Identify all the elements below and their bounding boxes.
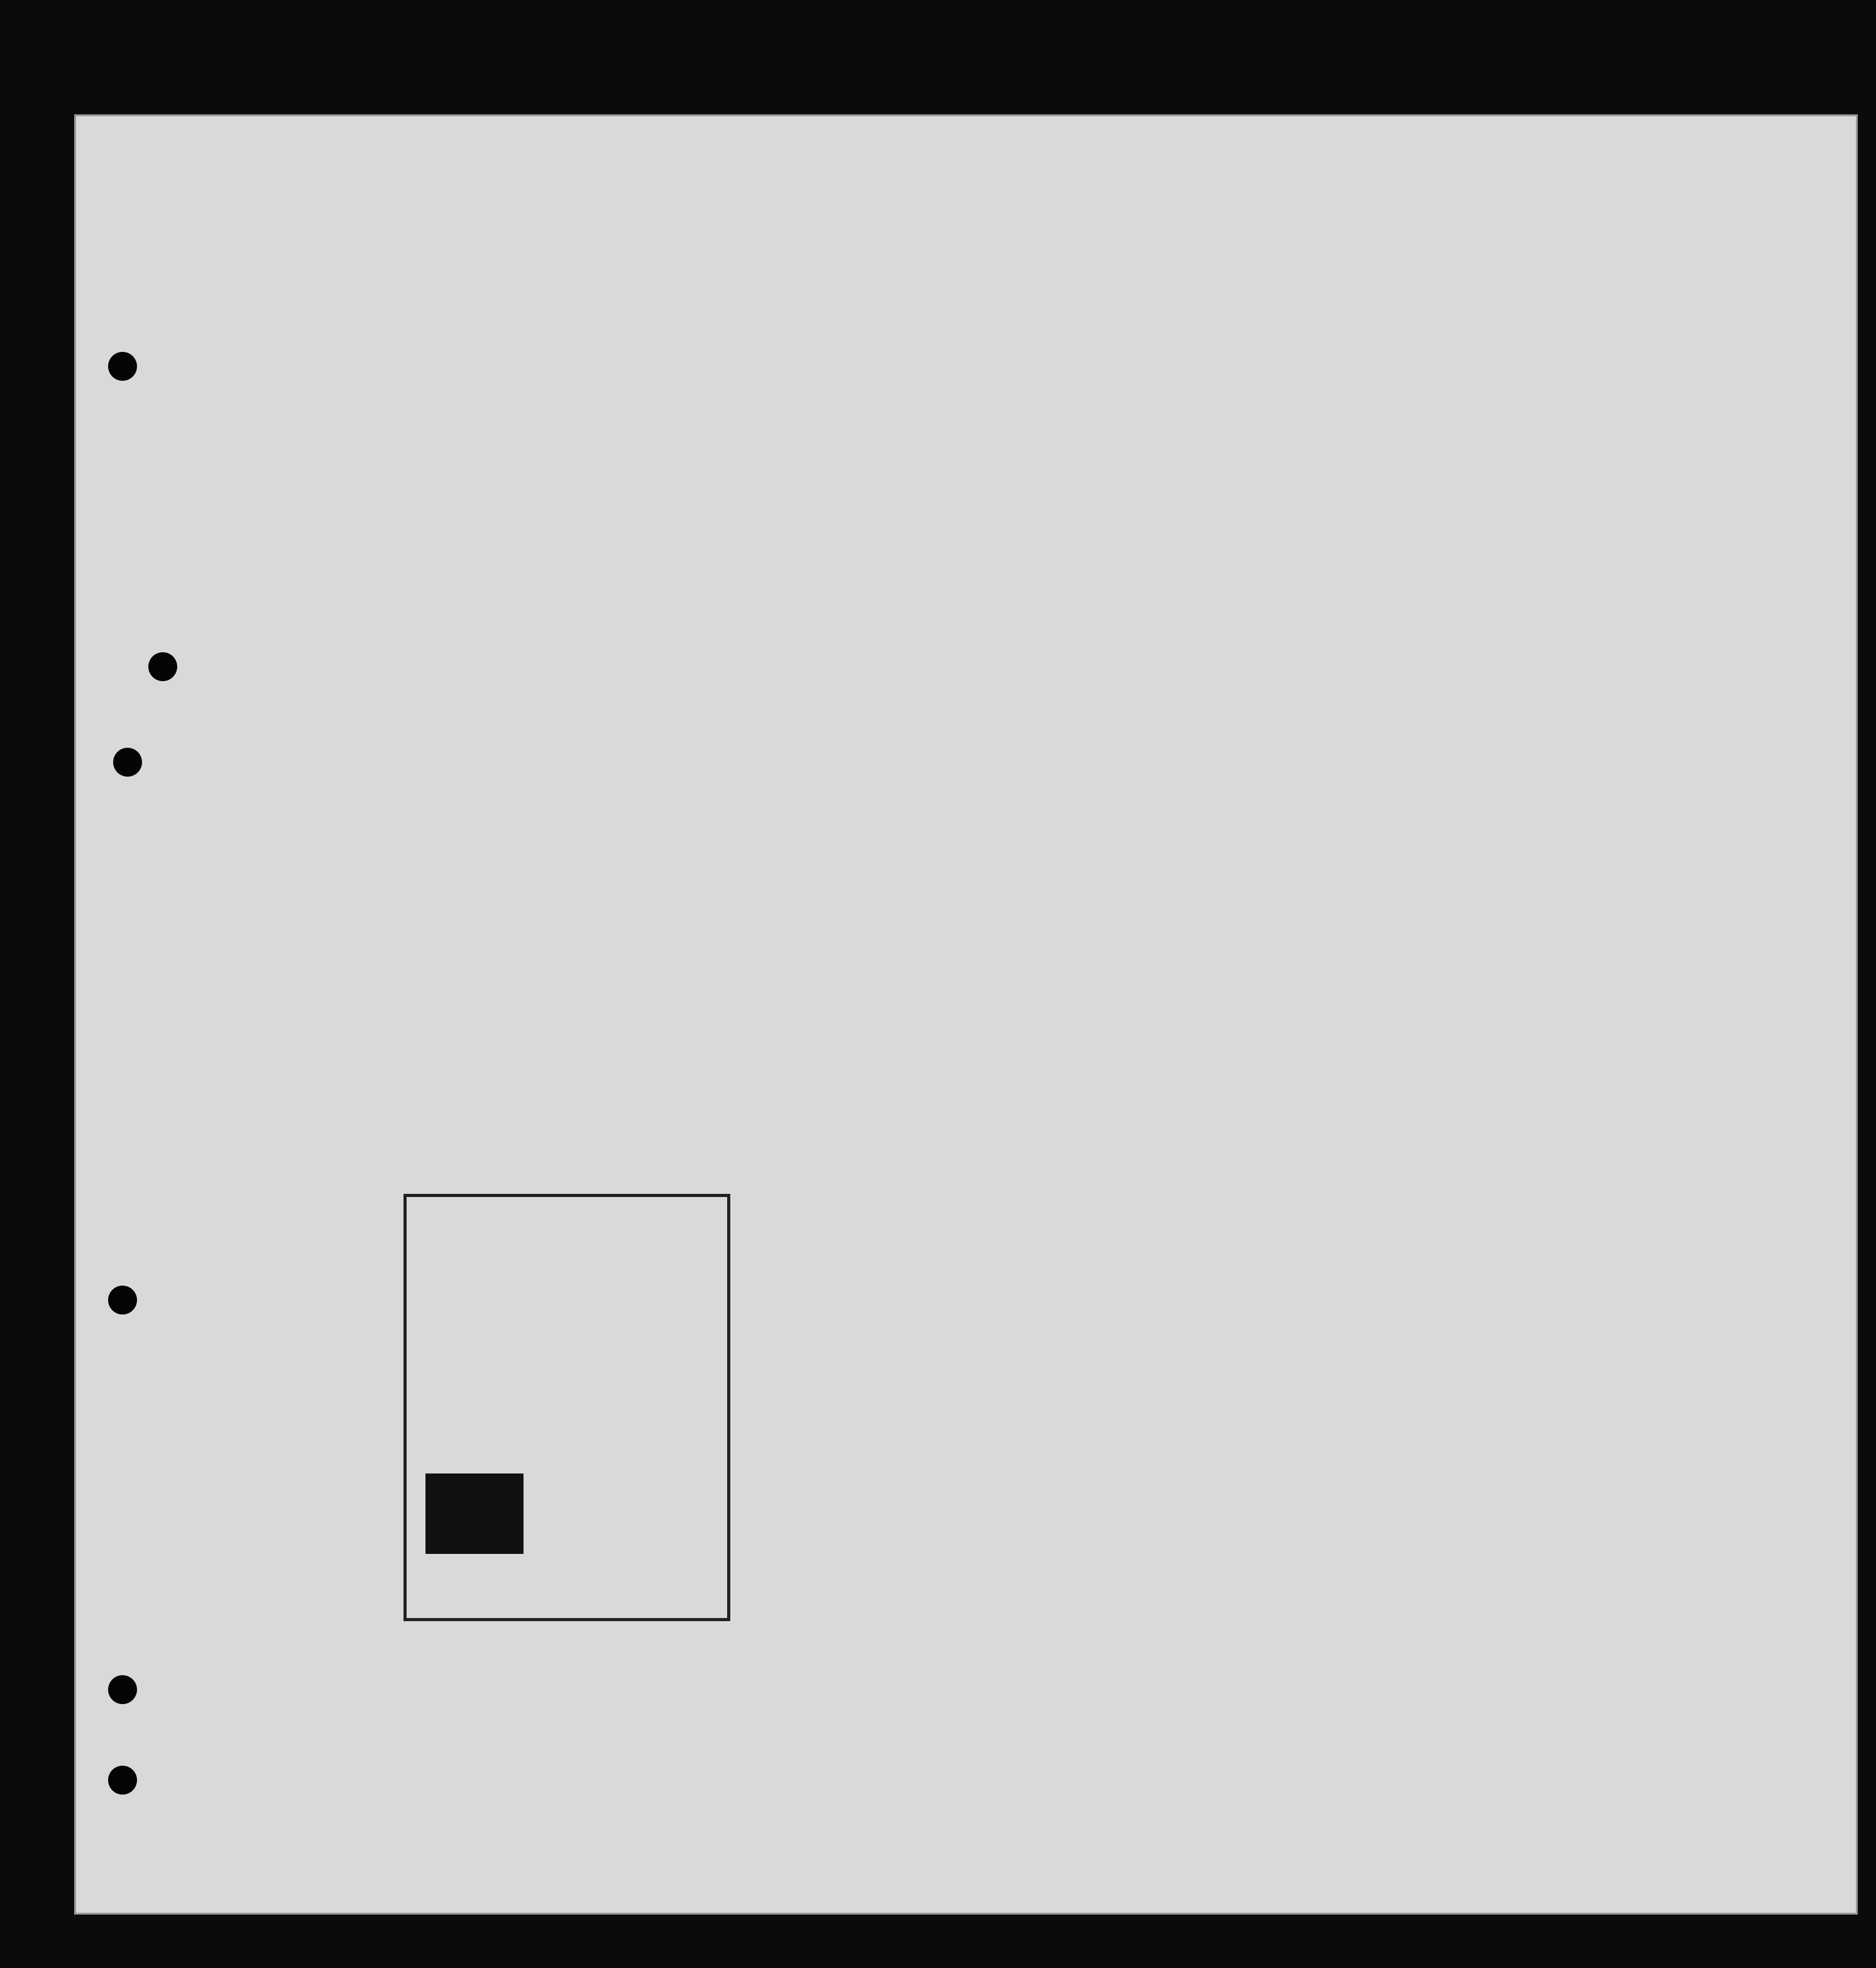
punch-hole: [108, 1286, 137, 1315]
fee-stamp: [425, 1473, 524, 1554]
punch-hole: [108, 1675, 137, 1704]
stamp-classification: [415, 1284, 434, 1309]
stamp-issued: [415, 1377, 424, 1397]
stamp-applic-line: [415, 1419, 441, 1438]
punch-hole: [108, 1766, 137, 1795]
manifest-grid: [74, 114, 1858, 1915]
punch-hole: [108, 352, 137, 381]
consulate-visa-stamp: [403, 1194, 730, 1621]
punch-hole: [148, 652, 177, 681]
closed-stamp-line1: [420, 1110, 432, 1132]
manifest-sheet: [74, 114, 1858, 1915]
punch-hole: [113, 748, 142, 777]
stamp-valid: [415, 1398, 419, 1419]
